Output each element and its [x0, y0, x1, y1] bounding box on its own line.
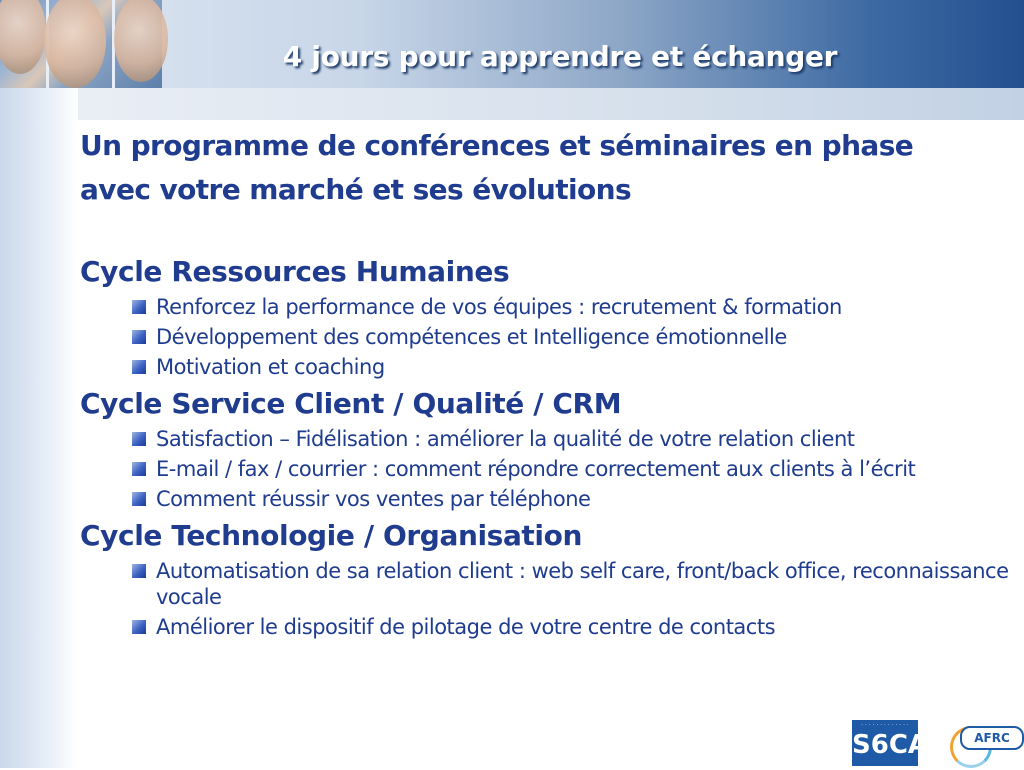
list-item — [132, 614, 1020, 640]
s6ca-logo — [852, 720, 929, 766]
list-item — [132, 324, 1020, 350]
list-item — [132, 486, 1020, 512]
left-gradient-strip — [0, 88, 78, 768]
square-bullet-icon — [132, 360, 146, 374]
photo-face — [44, 0, 106, 88]
list-item — [132, 456, 1020, 482]
list-item-text: Améliorer le dispositif de pilotage de votre centre de contacts — [156, 615, 776, 639]
list-item — [132, 294, 1020, 320]
afrc-logo-text: AFRC — [960, 726, 1024, 750]
intro-line-2: avec votre marché et ses évolutions — [80, 173, 632, 206]
cycle-rh-list — [80, 294, 1020, 380]
cycle-heading-rh: Cycle Ressources Humaines — [80, 255, 510, 288]
square-bullet-icon — [132, 564, 146, 578]
list-item-text: Motivation et coaching — [156, 355, 385, 379]
cycle-technologie-list — [80, 558, 1020, 640]
afrc-logo — [946, 722, 1022, 766]
intro-line-1: Un programme de conférences et séminaires en phase — [80, 129, 914, 162]
list-item-text: Comment réussir vos ventes par téléphone — [156, 487, 591, 511]
cycle-heading-technologie: Cycle Technologie / Organisation — [80, 519, 582, 552]
slide-content — [80, 124, 1020, 644]
list-item — [132, 558, 1020, 610]
cycle-heading-service-client: Cycle Service Client / Qualité / CRM — [80, 387, 622, 420]
logo-fine-print: · · · · · · · · · · · · · — [861, 722, 909, 729]
list-item — [132, 354, 1020, 380]
square-bullet-icon — [132, 432, 146, 446]
list-item-text: Automatisation de sa relation client : web self care, front/back office, reconnaissance vocale — [156, 559, 1009, 609]
list-item-text: Développement des compétences et Intelligence émotionnelle — [156, 325, 787, 349]
list-item-text: Renforcez la performance de vos équipes : recrutement & formation — [156, 295, 842, 319]
square-bullet-icon — [132, 300, 146, 314]
square-bullet-icon — [132, 462, 146, 476]
cycle-service-client-list — [80, 426, 1020, 512]
square-bullet-icon — [132, 330, 146, 344]
square-bullet-icon — [132, 492, 146, 506]
s6ca-logo-text: S6CA — [852, 730, 929, 760]
list-item-text: E-mail / fax / courrier : comment répondre correctement aux clients à l’écrit — [156, 457, 916, 481]
header-photo-image — [0, 0, 162, 88]
slide-title: 4 jours pour apprendre et échanger — [282, 40, 838, 73]
list-item — [132, 426, 1020, 452]
header-lower-band — [78, 88, 1024, 120]
photo-face — [114, 0, 168, 82]
square-bullet-icon — [132, 620, 146, 634]
list-item-text: Satisfaction – Fidélisation : améliorer la qualité de votre relation client — [156, 427, 855, 451]
photo-face — [0, 0, 46, 74]
